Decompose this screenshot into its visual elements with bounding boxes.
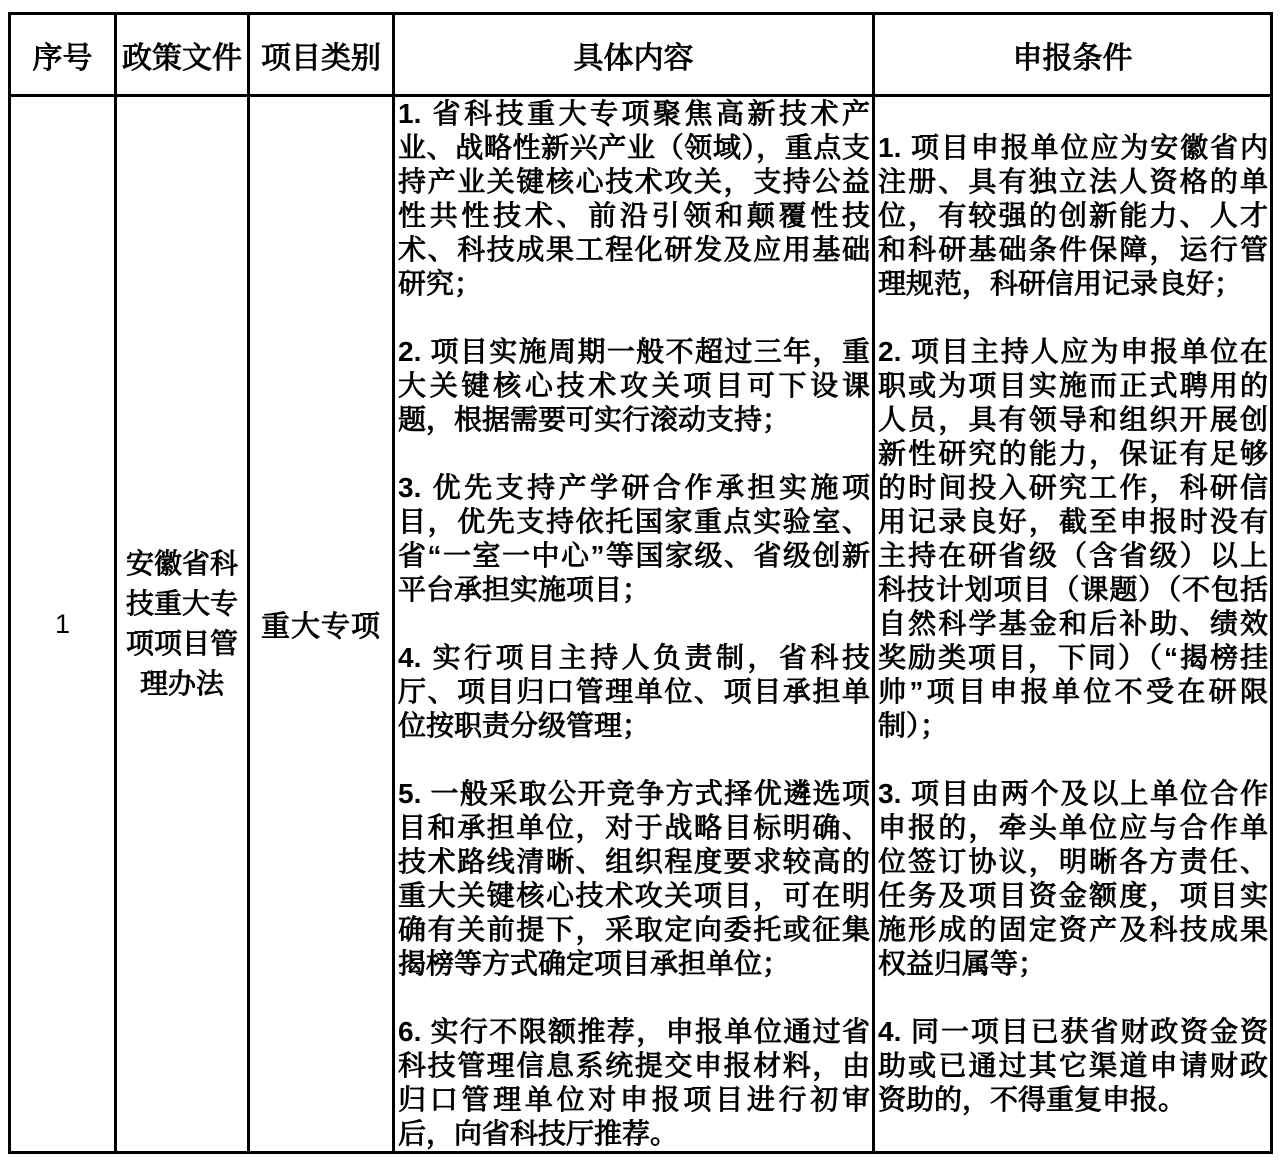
header-index: 序号 <box>10 14 116 96</box>
content-paragraph: 5. 一般采取公开竞争方式择优遴选项目和承担单位，对于战略目标明确、技术路线清晰、组织程度要求较高的重大关键核心技术攻关项目，可在明确有关前提下，采取定向委托或征集揭榜等方式确定项目承担单位； <box>398 778 870 979</box>
content-paragraph: 3. 优先支持产学研合作承担实施项目，优先支持依托国家重点实验室、省“一室一中心”等国家级、省级创新平台承担实施项目； <box>398 472 870 605</box>
header-policy-document: 政策文件 <box>116 14 249 96</box>
table-row <box>10 96 1272 1153</box>
cell-conditions <box>874 96 1272 1153</box>
cell-index: 1 <box>10 96 116 1153</box>
cell-project-category: 重大专项 <box>249 96 394 1153</box>
table-body <box>10 96 1272 1153</box>
condition-paragraph: 2. 项目主持人应为申报单位在职或为项目实施而正式聘用的人员，具有领导和组织开展创新性研究的能力，保证有足够的时间投入研究工作，科研信用记录良好，截至申报时没有主持在研省级（含省级）以上科技计划项目（课题）（不包括自然科学基金和后补助、绩效奖励类项目，下同）（“揭榜挂帅”项目申报单位不受在研限制）； <box>878 336 1268 741</box>
content-paragraph: 1. 省科技重大专项聚焦高新技术产业、战略性新兴产业（领域），重点支持产业关键核心技术攻关，支持公益性共性技术、前沿引领和颠覆性技术、科技成果工程化研发及应用基础研究； <box>398 98 870 299</box>
header-project-category: 项目类别 <box>249 14 394 96</box>
content-paragraph: 4. 实行项目主持人负责制，省科技厅、项目归口管理单位、项目承担单位按职责分级管理； <box>398 642 870 741</box>
condition-paragraph: 1. 项目申报单位应为安徽省内注册、具有独立法人资格的单位，有较强的创新能力、人才和科研基础条件保障，运行管理规范，科研信用记录良好； <box>878 132 1268 299</box>
condition-paragraph: 4. 同一项目已获省财政资金资助或已通过其它渠道申请财政资助的，不得重复申报。 <box>878 1016 1268 1115</box>
policy-table <box>8 12 1273 1154</box>
table-header <box>10 14 1272 96</box>
content-paragraph: 6. 实行不限额推荐，申报单位通过省科技管理信息系统提交申报材料，由归口管理单位对申报项目进行初审后，向省科技厅推荐。 <box>398 1016 870 1149</box>
header-conditions: 申报条件 <box>874 14 1272 96</box>
header-content: 具体内容 <box>394 14 874 96</box>
content-paragraph: 2. 项目实施周期一般不超过三年，重大关键核心技术攻关项目可下设课题，根据需要可实行滚动支持； <box>398 336 870 435</box>
cell-policy-document: 安徽省科技重大专项项目管理办法 <box>116 96 249 1153</box>
cell-content <box>394 96 874 1153</box>
header-row <box>10 14 1272 96</box>
condition-paragraph: 3. 项目由两个及以上单位合作申报的，牵头单位应与合作单位签订协议，明晰各方责任、任务及项目资金额度，项目实施形成的固定资产及科技成果权益归属等； <box>878 778 1268 979</box>
